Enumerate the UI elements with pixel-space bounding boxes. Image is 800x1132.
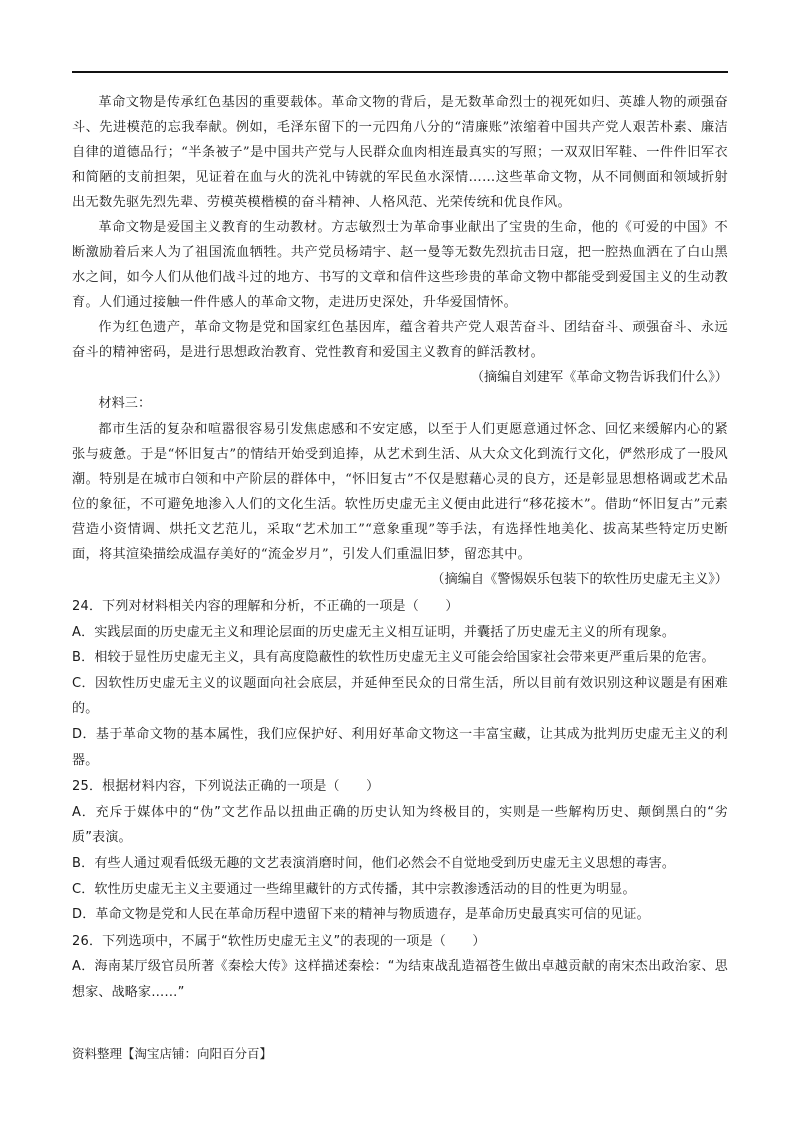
option-c: C．因软性历史虚无主义的议题面向社会底层，并延伸至民众的日常生活，所以目前有效识别这种议题是有困难的。 (72, 675, 728, 717)
material2-paragraph-3: 作为红色遗产，革命文物是党和国家红色基因库，蕴含着共产党人艰苦奋斗、团结奋斗、顽强奋斗、永远奋斗的精神密码，是进行思想政治教育、党性教育和爱国主义教育的鲜活教材。 (72, 320, 728, 360)
question-stem: 24．下列对材料相关内容的理解和分析，不正确的一项是（ ） (72, 599, 459, 614)
option-b: B．有些人通过观看低级无趣的文艺表演消磨时间，他们必然会不自觉地受到历史虚无主义思想的毒害。 (72, 855, 676, 871)
option-b: B．相较于显性历史虚无主义，具有高度隐蔽性的软性历史虚无主义可能会给国家社会带来更严重后果的危害。 (72, 650, 715, 666)
material3-label: 材料三： (98, 396, 152, 411)
option-a: A．实践层面的历史虚无主义和理论层面的历史虚无主义相互证明，并囊括了历史虚无主义的所有现象。 (72, 624, 676, 640)
question-26 (72, 929, 728, 1006)
option-d: D．基于革命文物的基本属性，我们应保护好、利用好革命文物这一丰富宝藏，让其成为批判历史虚无主义的利器。 (72, 726, 728, 768)
material3-source: （摘编自《警惕娱乐包装下的软性历史虚无主义》） (431, 572, 728, 587)
material2-paragraph-2: 革命文物是爱国主义教育的生动教材。方志敏烈士为革命事业献出了宝贵的生命，他的《可爱的中国》不断激励着后来人为了祖国流血牺牲。共产党员杨靖宇、赵一曼等无数先烈抗击日寇，把一腔热血洒在了白山黑水之间，如今人们从他们战斗过的地方、书写的文章和信件这些珍贵的革命文物中都能受到爱国主义的生动教育。人们通过接触一件件感人的革命文物，走进历史深处，升华爱国情怀。 (72, 220, 728, 310)
option-a: A．充斥于媒体中的“伪”文艺作品以扭曲正确的历史认知为终极目的，实则是一些解构历史、颠倒黑白的“劣质”表演。 (72, 804, 728, 846)
page-body (72, 90, 728, 1006)
material2-paragraph-1: 革命文物是传承红色基因的重要载体。革命文物的背后，是无数革命烈士的视死如归、英雄人物的顽强奋斗、先进模范的忘我奉献。例如，毛泽东留下的一元四角八分的“清廉账”浓缩着中国共产党人艰苦朴素、廉洁自律的道德品行；“半条被子”是中国共产党与人民群众血肉相连最真实的写照；一双双旧军鞋、一件件旧军衣和简陋的支前担架，见证着在血与火的洗礼中铸就的军民鱼水深情……这些革命文物，从不同侧面和领域折射出无数先驱先烈先辈、劳模英模楷模的奋斗精神、人格风范、光荣传统和优良作风。 (72, 95, 728, 210)
question-25 (72, 774, 728, 928)
question-stem: 26．下列选项中，不属于“软性历史虚无主义”的表现的一项是（ ） (72, 933, 486, 949)
header-rule (72, 71, 728, 73)
footer-note: 资料整理【淘宝店铺：向阳百分百】 (72, 1046, 273, 1061)
material3-paragraph: 都市生活的复杂和喧嚣很容易引发焦虑感和不安定感，以至于人们更愿意通过怀念、回忆来缓解内心的紧张与疲惫。于是“怀旧复古”的情结开始受到追捧，从艺术到生活、从大众文化到流行文化，俨然形成了一股风潮。特别是在城市白领和中产阶层的群体中，“怀旧复古”不仅是慰藉心灵的良方，还是彰显思想格调或艺术品位的象征，不可避免地渗入人们的文化生活。软性历史虚无主义便由此进行“移花接木”。借助“怀旧复古”元素营造小资情调、烘托文艺范儿，采取“艺术加工”“意象重现”等手法，有选择性地美化、拔高某些特定历史断面，将其渲染描绘成温存美好的“流金岁月”，引发人们重温旧梦，留恋其中。 (72, 422, 728, 562)
option-c: C．软性历史虚无主义主要通过一些绵里藏针的方式传播，其中宗教渗透活动的目的性更为明显。 (72, 881, 636, 897)
option-d: D．革命文物是党和人民在革命历程中遗留下来的精神与物质遗存，是革命历史最真实可信的见证。 (72, 907, 650, 923)
option-a: A．海南某厅级官员所著《秦桧大传》这样描述秦桧：“为结束战乱造福苍生做出卓越贡献的南宋杰出政治家、思想家、战略家……” (72, 959, 728, 1000)
material2-source: （摘编自刘建军《革命文物告诉我们什么》） (470, 370, 728, 385)
question-24 (72, 594, 728, 773)
question-stem: 25．根据材料内容，下列说法正确的一项是（ ） (72, 779, 380, 795)
